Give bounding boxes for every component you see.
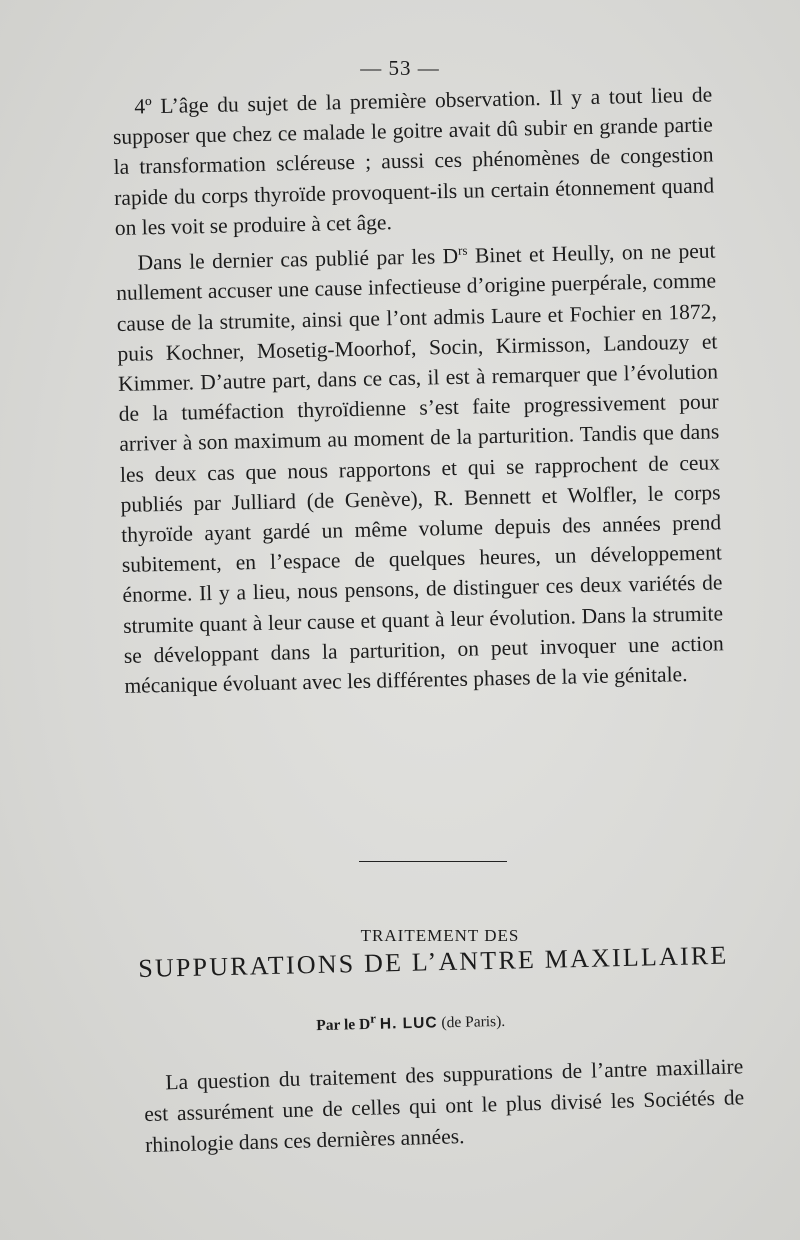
byline-superscript: r xyxy=(369,1010,377,1026)
intro-text xyxy=(143,1051,745,1161)
section-title: SUPPURATIONS DE L’ANTRE MAXILLAIRE xyxy=(138,940,729,983)
paragraph-lead: Dans le dernier cas publié par les D xyxy=(137,243,459,275)
byline-prefix: Par le D xyxy=(316,1015,371,1035)
paragraph-rest: Binet et Heully, on ne peut nullement accuser une cause infectieuse d’origine puerpérale, comme cause de la strumite, ainsi que l’ont admis Laure et Fochier en 1872, puis Kochner, Mosetig-Moorhof, Socin, Kirmisson, Landouzy et Kimmer. D’autre part, dans ce cas, il est à remarquer que l’évolution de la tuméfaction thyroïdienne s’est faite progressivement pour arriver à son maximum au moment de la parturition. Tandis que dans les deux cas que nous rapportons et qui se rapprochent de ceux publiés par Julliard (de Genève), R. Bennett et Wolfler, le corps thyroïde ayant gardé un même volume depuis des années prend subitement, en l’espace de quelques heures, un développement énorme. Il y a lieu, nous pensons, de distinguer ces deux variétés de strumite quant à leur cause et quant à leur évolution. Dans la strumite se développant dans la parturition, on peut invoquer une action mécanique évoluant avec les différentes phases de la vie génitale. xyxy=(115,238,724,698)
page-number: — 53 — xyxy=(360,56,440,80)
superscript: rs xyxy=(457,242,468,258)
author-name: H. LUC xyxy=(379,1014,438,1033)
byline xyxy=(316,1008,505,1035)
author-place: (de Paris). xyxy=(441,1012,506,1032)
body-text xyxy=(112,79,725,701)
paragraph: 4º L’âge du sujet de la première observation. Il y a tout lieu de supposer que chez ce malade le goitre avait dû subir en grande partie la transformation scléreuse ; aussi ces phénomènes de congestion rapide du corps thyroïde provoquent-ils un certain étonnement quand on les voit se produire à cet âge. xyxy=(112,82,715,240)
section-divider xyxy=(359,861,507,862)
section-kicker: TRAITEMENT DES xyxy=(360,926,520,945)
paragraph: La question du traitement des suppurations de l’antre maxillaire est assurément une de celles qui ont le plus divisé les Sociétés de rhinologie dans ces dernières années. xyxy=(143,1054,745,1157)
paragraph xyxy=(115,230,724,701)
